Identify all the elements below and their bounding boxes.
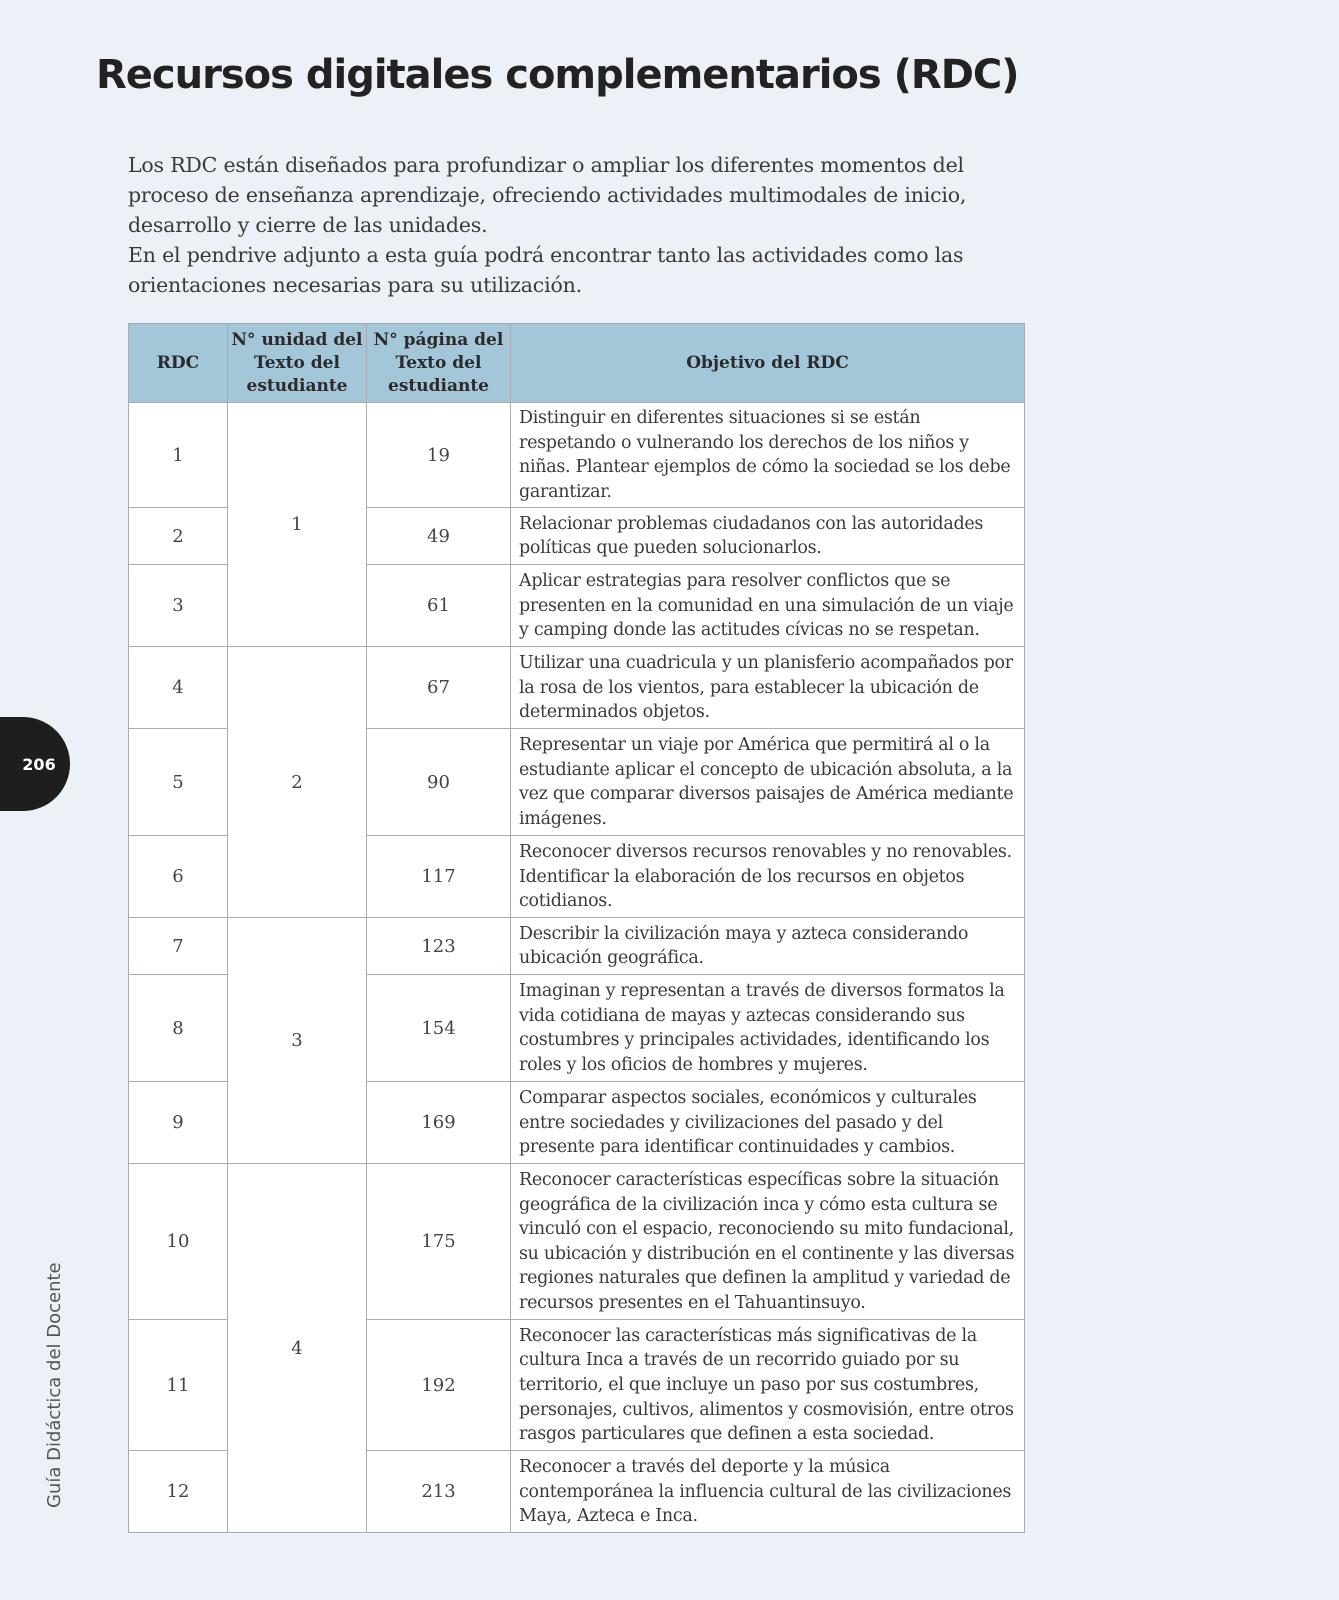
page-number-cell: 117 (367, 836, 511, 918)
header-unidad: N° unidad del Texto del estudiante (228, 324, 367, 403)
objective-text: Representar un viaje por América que permitirá al o la estudiante aplicar el concepto de ubicación absoluta, a la vez que comparar diversos paisajes de América mediante imágenes. (511, 729, 1025, 836)
rdc-number: 8 (129, 975, 228, 1082)
unit-number: 4 (228, 1164, 367, 1533)
page-number-cell: 67 (367, 647, 511, 729)
rdc-number: 12 (129, 1451, 228, 1533)
objective-text: Distinguir en diferentes situaciones si se están respetando o vulnerando los derechos de los niños y niñas. Plantear ejemplos de cómo la sociedad se los debe garantizar. (511, 403, 1025, 508)
page-title: Recursos digitales complementarios (RDC) (96, 52, 1019, 98)
unit-number: 3 (228, 918, 367, 1164)
side-label: Guía Didáctica del Docente (44, 1262, 65, 1508)
objective-text: Reconocer a través del deporte y la música contemporánea la influencia cultural de las civilizaciones Maya, Azteca e Inca. (511, 1451, 1025, 1533)
rdc-number: 6 (129, 836, 228, 918)
rdc-table (128, 323, 1025, 1533)
header-rdc: RDC (129, 324, 228, 403)
page-number-cell: 192 (367, 1320, 511, 1451)
table-row (129, 918, 1025, 975)
page-number-cell: 19 (367, 403, 511, 508)
page-number-cell: 49 (367, 508, 511, 565)
table-row (129, 1164, 1025, 1320)
rdc-number: 3 (129, 565, 228, 647)
intro-text (128, 150, 968, 300)
page-number-cell: 213 (367, 1451, 511, 1533)
table-row (129, 647, 1025, 729)
page-number-cell: 123 (367, 918, 511, 975)
page-number-tab (0, 717, 70, 811)
objective-text: Describir la civilización maya y azteca considerando ubicación geográfica. (511, 918, 1025, 975)
intro-paragraph-2: En el pendrive adjunto a esta guía podrá encontrar tanto las actividades como las orientaciones necesarias para su utilización. (128, 243, 964, 297)
rdc-number: 7 (129, 918, 228, 975)
objective-text: Relacionar problemas ciudadanos con las autoridades políticas que pueden solucionarlos. (511, 508, 1025, 565)
objective-text: Reconocer las características más significativas de la cultura Inca a través de un recorrido guiado por su territorio, el que incluye un paso por sus costumbres, personajes, cultivos, alimentos y cosmovisión, entre otros rasgos particulares que definen a esta sociedad. (511, 1320, 1025, 1451)
page-number: 206 (22, 754, 56, 774)
rdc-number: 10 (129, 1164, 228, 1320)
objective-text: Imaginan y representan a través de diversos formatos la vida cotidiana de mayas y aztecas considerando sus costumbres y principales actividades, identificando los roles y los oficios de hombres y mujeres. (511, 975, 1025, 1082)
rdc-number: 1 (129, 403, 228, 508)
page-number-cell: 175 (367, 1164, 511, 1320)
page-number-cell: 169 (367, 1082, 511, 1164)
rdc-number: 5 (129, 729, 228, 836)
objective-text: Aplicar estrategias para resolver conflictos que se presenten en la comunidad en una simulación de un viaje y camping donde las actitudes cívicas no se respetan. (511, 565, 1025, 647)
intro-paragraph-1: Los RDC están diseñados para profundizar o ampliar los diferentes momentos del proceso de enseñanza aprendizaje, ofreciendo actividades multimodales de inicio, desarrollo y cierre de las unidades. (128, 153, 967, 237)
unit-number: 1 (228, 403, 367, 647)
objective-text: Comparar aspectos sociales, económicos y culturales entre sociedades y civilizaciones del pasado y del presente para identificar continuidades y cambios. (511, 1082, 1025, 1164)
objective-text: Reconocer diversos recursos renovables y no renovables. Identificar la elaboración de los recursos en objetos cotidianos. (511, 836, 1025, 918)
unit-number: 2 (228, 647, 367, 918)
page-number-cell: 90 (367, 729, 511, 836)
header-pagina: N° página del Texto del estudiante (367, 324, 511, 403)
rdc-number: 2 (129, 508, 228, 565)
rdc-number: 9 (129, 1082, 228, 1164)
table-row (129, 403, 1025, 508)
page-number-cell: 61 (367, 565, 511, 647)
header-objetivo: Objetivo del RDC (511, 324, 1025, 403)
rdc-number: 11 (129, 1320, 228, 1451)
rdc-number: 4 (129, 647, 228, 729)
objective-text: Reconocer características específicas sobre la situación geográfica de la civilización inca y cómo esta cultura se vinculó con el espacio, reconociendo su mito fundacional, su ubicación y distribución en el continente y las diversas regiones naturales que definen la amplitud y variedad de recursos presentes en el Tahuantinsuyo. (511, 1164, 1025, 1320)
objective-text: Utilizar una cuadricula y un planisferio acompañados por la rosa de los vientos, para establecer la ubicación de determinados objetos. (511, 647, 1025, 729)
table-header-row (129, 324, 1025, 403)
page-number-cell: 154 (367, 975, 511, 1082)
